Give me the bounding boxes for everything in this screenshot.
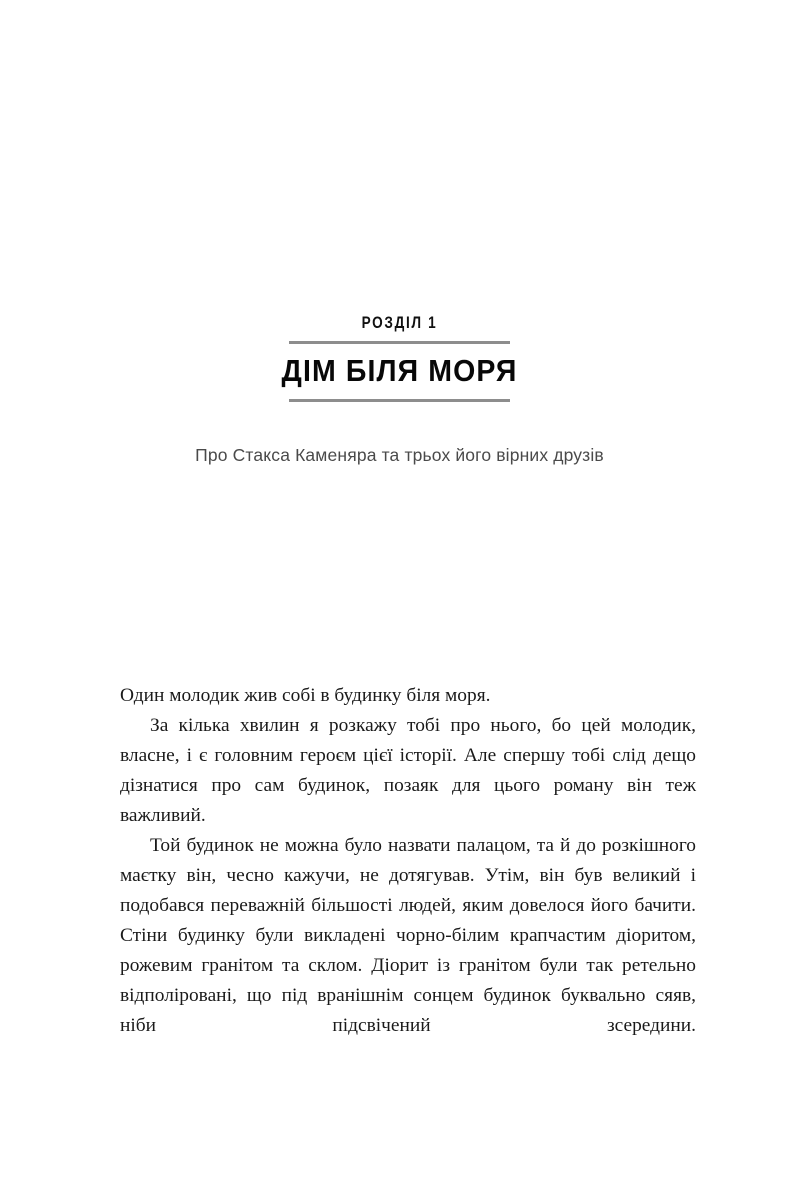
body-paragraph: Той будинок не можна було назвати палацом, та й до розкішного маєтку він, чесно кажучи, не дотягував. Утім, він був великий і подобався переважній більшості людей, яким довелося його бачити. Стіни будинку були викладені чорно-білим крапчастим діоритом, рожевим гранітом та склом. Діорит із гранітом були так ретельно відполіровані, що під вранішнім сонцем будинок буквально сяяв, ніби підсвічений зсередини. bbox=[120, 835, 696, 1036]
chapter-title: ДІМ БІЛЯ МОРЯ bbox=[281, 353, 518, 388]
body-paragraph: Один молодик жив собі в будинку біля моря. bbox=[120, 685, 491, 706]
chapter-number-label: РОЗДІЛ 1 bbox=[361, 313, 438, 332]
heading-rule-bottom bbox=[289, 399, 510, 402]
chapter-subtitle: Про Стакса Каменяра та трьох його вірних друзів bbox=[195, 445, 604, 465]
chapter-heading-block bbox=[0, 313, 799, 402]
heading-rule-top bbox=[289, 341, 510, 344]
chapter-body-text bbox=[120, 681, 696, 1041]
body-paragraph: За кілька хвилин я розкажу тобі про нього, бо цей молодик, власне, і є головним героєм цієї історії. Але спершу тобі слід дещо дізнатися про сам будинок, позаяк для цього роману він теж важливий. bbox=[120, 715, 696, 826]
